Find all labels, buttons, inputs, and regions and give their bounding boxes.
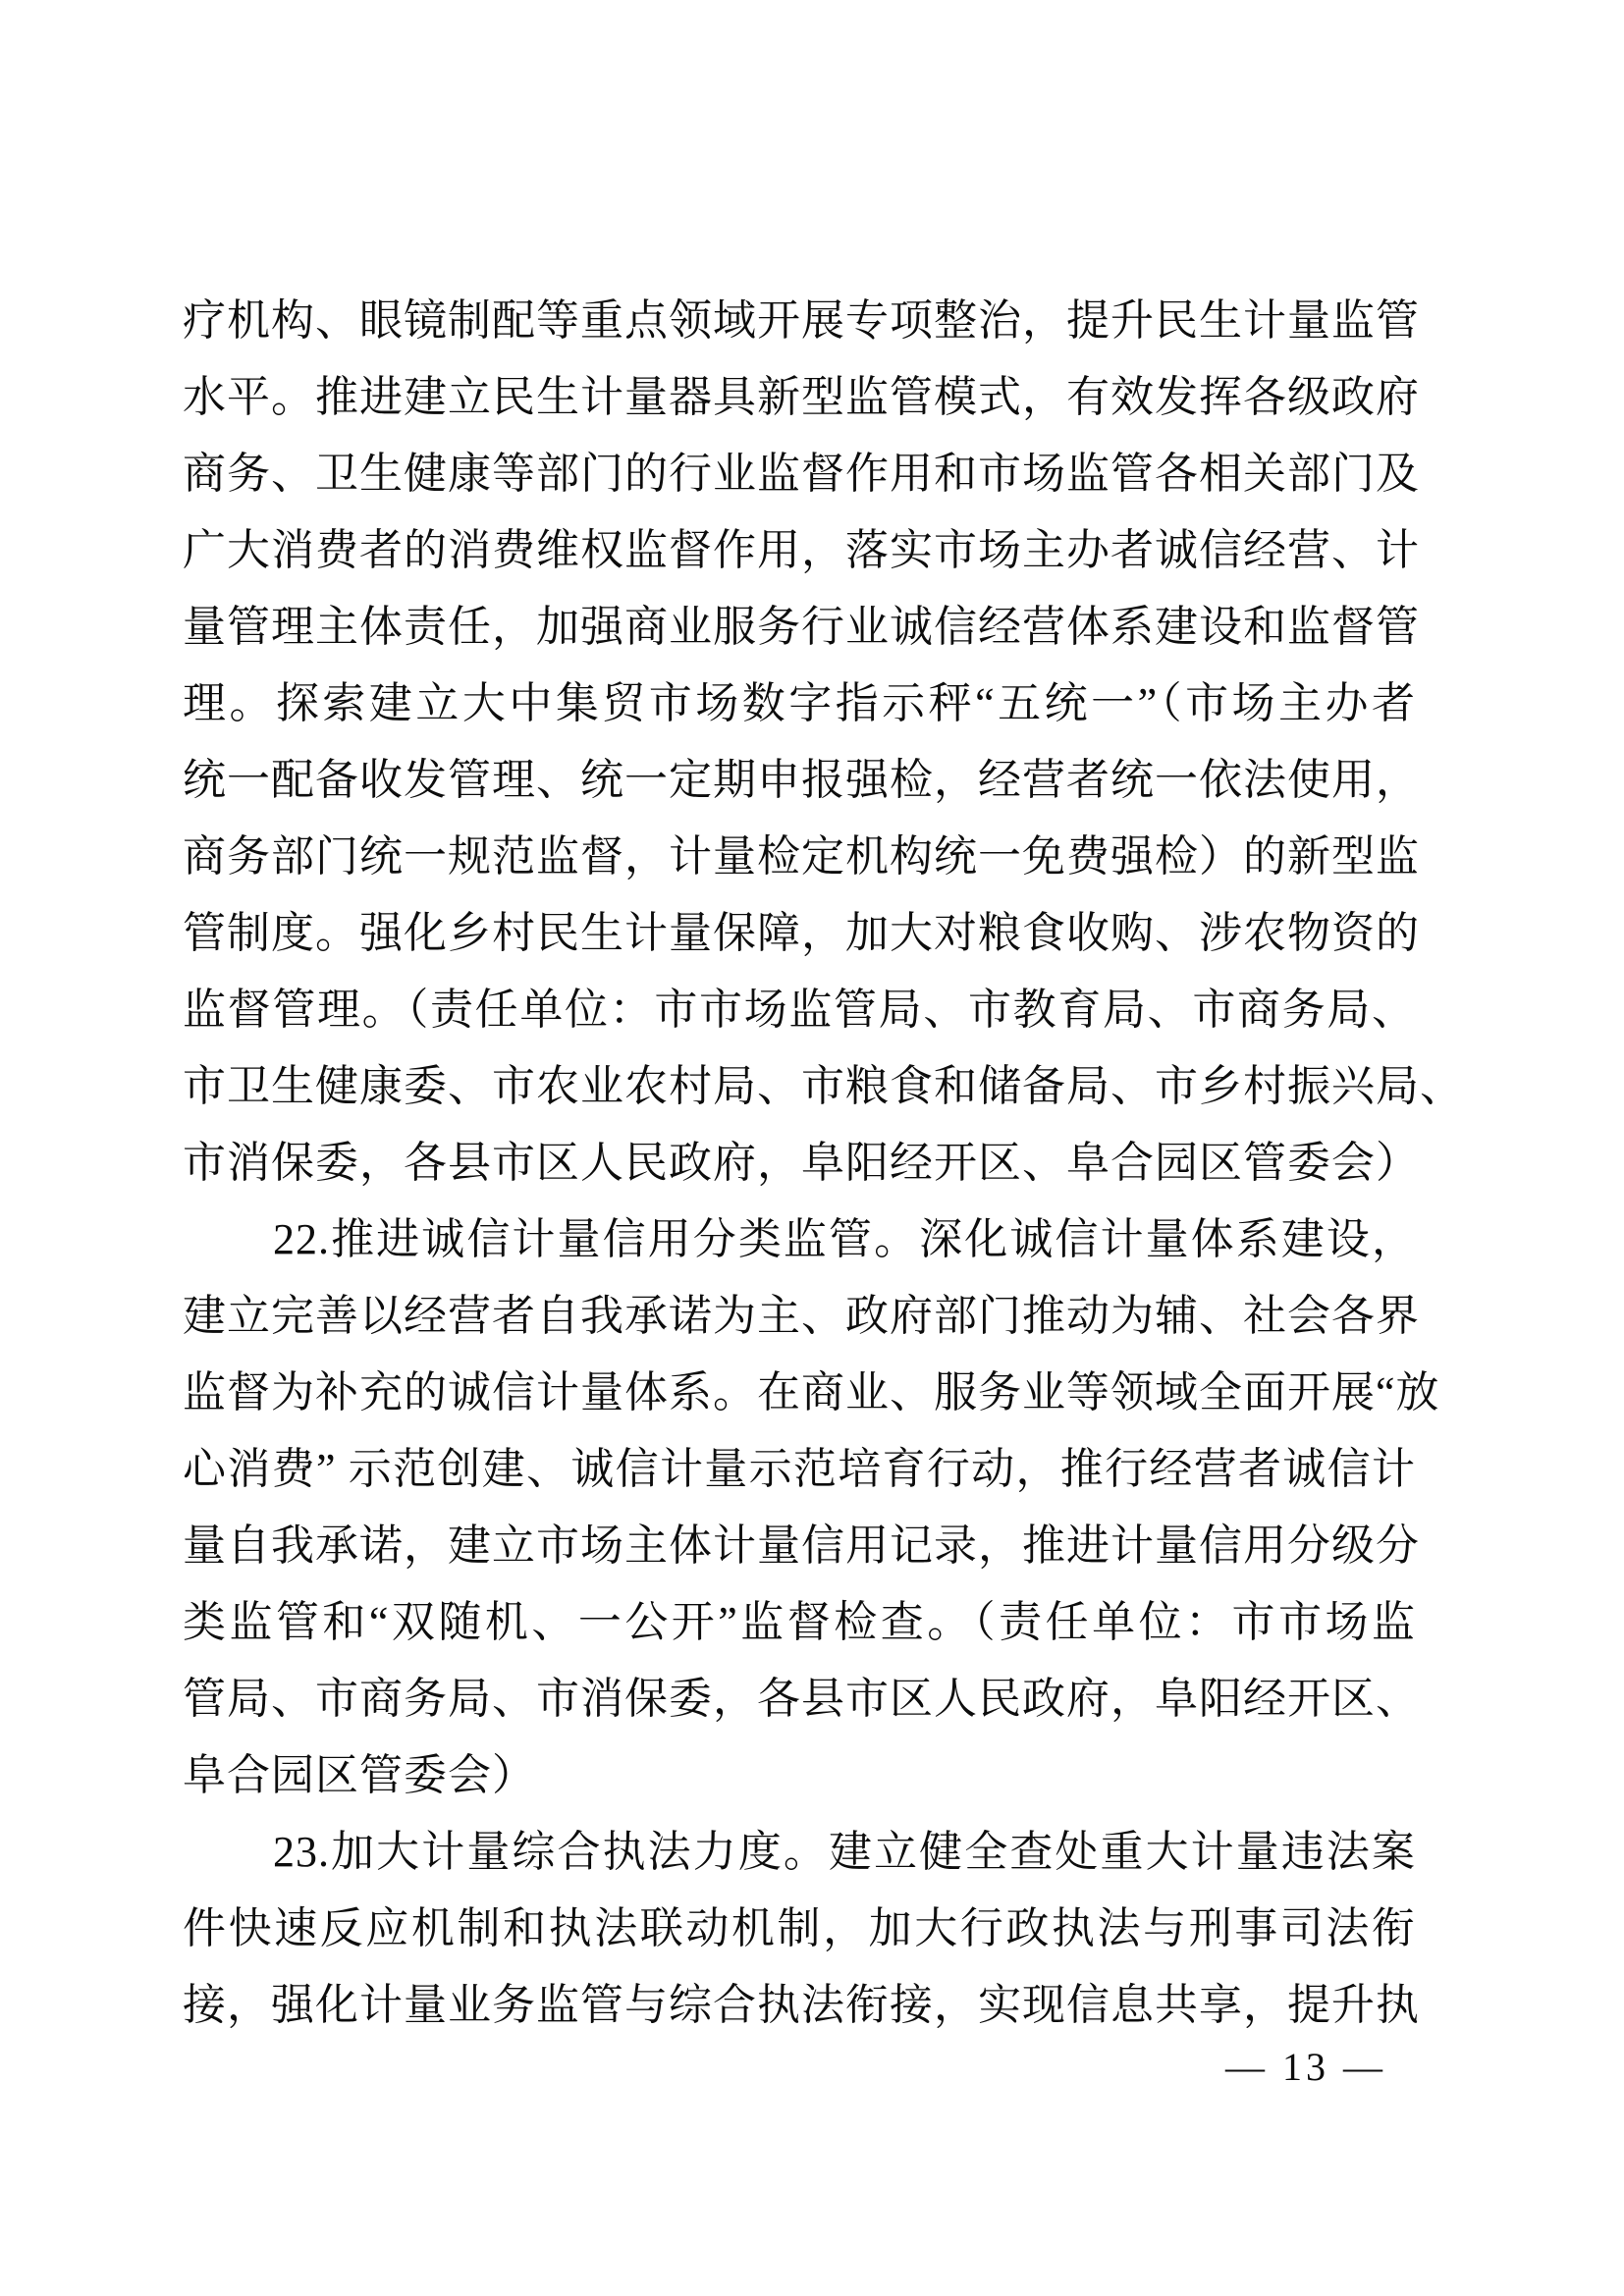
text-line: 疗机构、眼镜制配等重点领域开展专项整治，提升民生计量监管 (183, 296, 1420, 345)
text-line: 建立完善以经营者自我承诺为主、政府部门推动为辅、社会各界 (183, 1292, 1420, 1340)
text-line: 管制度。强化乡村民生计量保障，加大对粮食收购、涉农物资的 (183, 909, 1420, 957)
text-line: 接，强化计量业务监管与综合执法衔接，实现信息共享，提升执 (183, 1981, 1420, 2029)
body-text-block (183, 283, 1464, 2044)
text-line: 商务、卫生健康等部门的行业监督作用和市场监管各相关部门及 (183, 450, 1420, 498)
text-line: 市消保委，各县市区人民政府，阜阳经开区、阜合园区管委会） (183, 1139, 1420, 1187)
text-line: 心消费” 示范创建、诚信计量示范培育行动，推行经营者诚信计 (183, 1445, 1416, 1493)
page-number: — 13 — (1225, 2045, 1386, 2089)
text-line: 市卫生健康委、市农业农村局、市粮食和储备局、市乡村振兴局、 (183, 1062, 1464, 1110)
paragraph-start-line-22: 22.推进诚信计量信用分类监管。深化诚信计量体系建设， (273, 1215, 1416, 1263)
text-line: 广大消费者的消费维权监督作用，落实市场主办者诚信经营、计 (183, 526, 1420, 574)
text-line: 量管理主体责任，加强商业服务行业诚信经营体系建设和监督管 (183, 603, 1420, 651)
text-line: 管局、市商务局、市消保委，各县市区人民政府，阜阳经开区、 (183, 1675, 1420, 1723)
text-line: 件快速反应机制和执法联动机制，加大行政执法与刑事司法衔 (183, 1904, 1416, 1952)
text-line: 水平。推进建立民生计量器具新型监管模式，有效发挥各级政府 (183, 373, 1420, 421)
text-line: 量自我承诺，建立市场主体计量信用记录，推进计量信用分级分 (183, 1522, 1420, 1570)
paragraph-end-line: 阜合园区管委会） (183, 1751, 536, 1799)
text-line: 类监管和“双随机、一公开”监督检查。（责任单位：市市场监 (183, 1598, 1416, 1646)
text-line: 理。探索建立大中集贸市场数字指示秤“五统一”（市场主办者 (183, 679, 1416, 727)
text-line: 监督为补充的诚信计量体系。在商业、服务业等领域全面开展“放 (183, 1368, 1440, 1416)
paragraph-start-line-23: 23.加大计量综合执法力度。建立健全查处重大计量违法案 (273, 1828, 1416, 1876)
text-line: 统一配备收发管理、统一定期申报强检，经营者统一依法使用， (183, 756, 1420, 804)
text-line: 商务部门统一规范监督，计量检定机构统一免费强检）的新型监 (183, 832, 1420, 881)
text-line: 监督管理。（责任单位：市市场监管局、市教育局、市商务局、 (183, 986, 1416, 1034)
